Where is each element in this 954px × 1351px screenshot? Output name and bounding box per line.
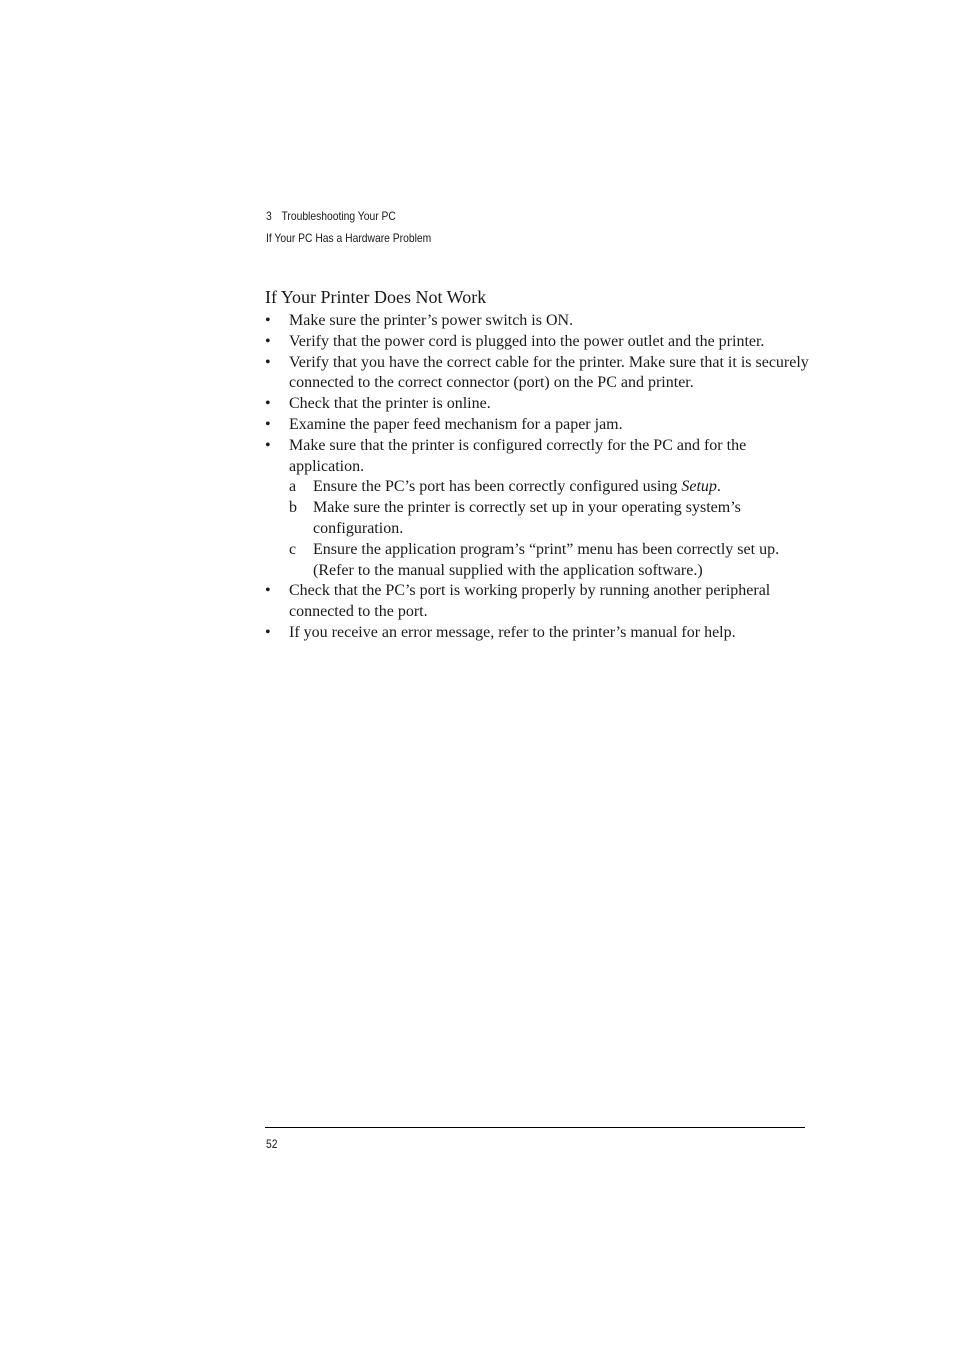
list-item <box>265 332 810 353</box>
footer-divider <box>265 1127 805 1128</box>
page-number: 52 <box>266 1137 278 1151</box>
bullet-list <box>265 311 810 644</box>
bullet-icon: • <box>265 395 271 413</box>
substep-text: Make sure the printer is correctly set up in your operating system’s configuration. <box>313 499 741 537</box>
list-item-text: Check that the printer is online. <box>289 395 491 413</box>
list-item-text: Examine the paper feed mechanism for a paper jam. <box>289 415 623 433</box>
substep-item <box>289 498 810 540</box>
bullet-icon: • <box>265 332 271 350</box>
setup-emphasis: Setup <box>681 478 717 496</box>
list-item-text: Verify that the power cord is plugged into the power outlet and the printer. <box>289 332 765 350</box>
substep-item <box>289 540 810 582</box>
substep-item <box>289 477 810 498</box>
list-item <box>265 581 810 623</box>
bullet-icon: • <box>265 415 271 433</box>
section-subtitle: If Your PC Has a Hardware Problem <box>266 231 432 245</box>
substep-list <box>289 477 810 581</box>
list-item-text: Check that the PC’s port is working properly by running another peripheral connected to the port. <box>289 582 771 621</box>
running-header <box>266 207 431 247</box>
list-item <box>265 415 810 436</box>
list-item-text: If you receive an error message, refer to the printer’s manual for help. <box>289 623 736 641</box>
list-item <box>265 623 810 644</box>
chapter-title: Troubleshooting Your PC <box>281 209 396 223</box>
bullet-icon: • <box>265 353 271 371</box>
bullet-icon: • <box>265 623 271 641</box>
list-item-text: Make sure that the printer is configured correctly for the PC and for the application. <box>289 436 747 475</box>
substep-text: Ensure the PC’s port has been correctly configured using <box>313 478 682 496</box>
list-item <box>265 394 810 415</box>
substep-letter: c <box>289 540 297 558</box>
list-item-text: Make sure the printer’s power switch is ON. <box>289 312 574 329</box>
list-item-text: Verify that you have the correct cable for the printer. Make sure that it is securely connected to the correct connector (port) on the PC and printer. <box>289 353 809 392</box>
substep-suffix: . <box>716 478 721 496</box>
chapter-number: 3 <box>266 209 272 223</box>
list-item <box>265 311 810 332</box>
substep-letter: b <box>289 499 297 517</box>
substep-text: Ensure the application program’s “print” menu has been correctly set up. (Refer to the manual supplied with the application software.) <box>313 540 780 579</box>
list-item <box>265 353 810 395</box>
list-item <box>265 436 810 582</box>
bullet-icon: • <box>265 436 271 454</box>
section-body <box>265 311 810 644</box>
section-heading: If Your Printer Does Not Work <box>265 287 487 307</box>
substep-letter: a <box>289 478 297 496</box>
chapter-heading <box>266 207 431 225</box>
bullet-icon: • <box>265 312 271 329</box>
bullet-icon: • <box>265 582 271 600</box>
